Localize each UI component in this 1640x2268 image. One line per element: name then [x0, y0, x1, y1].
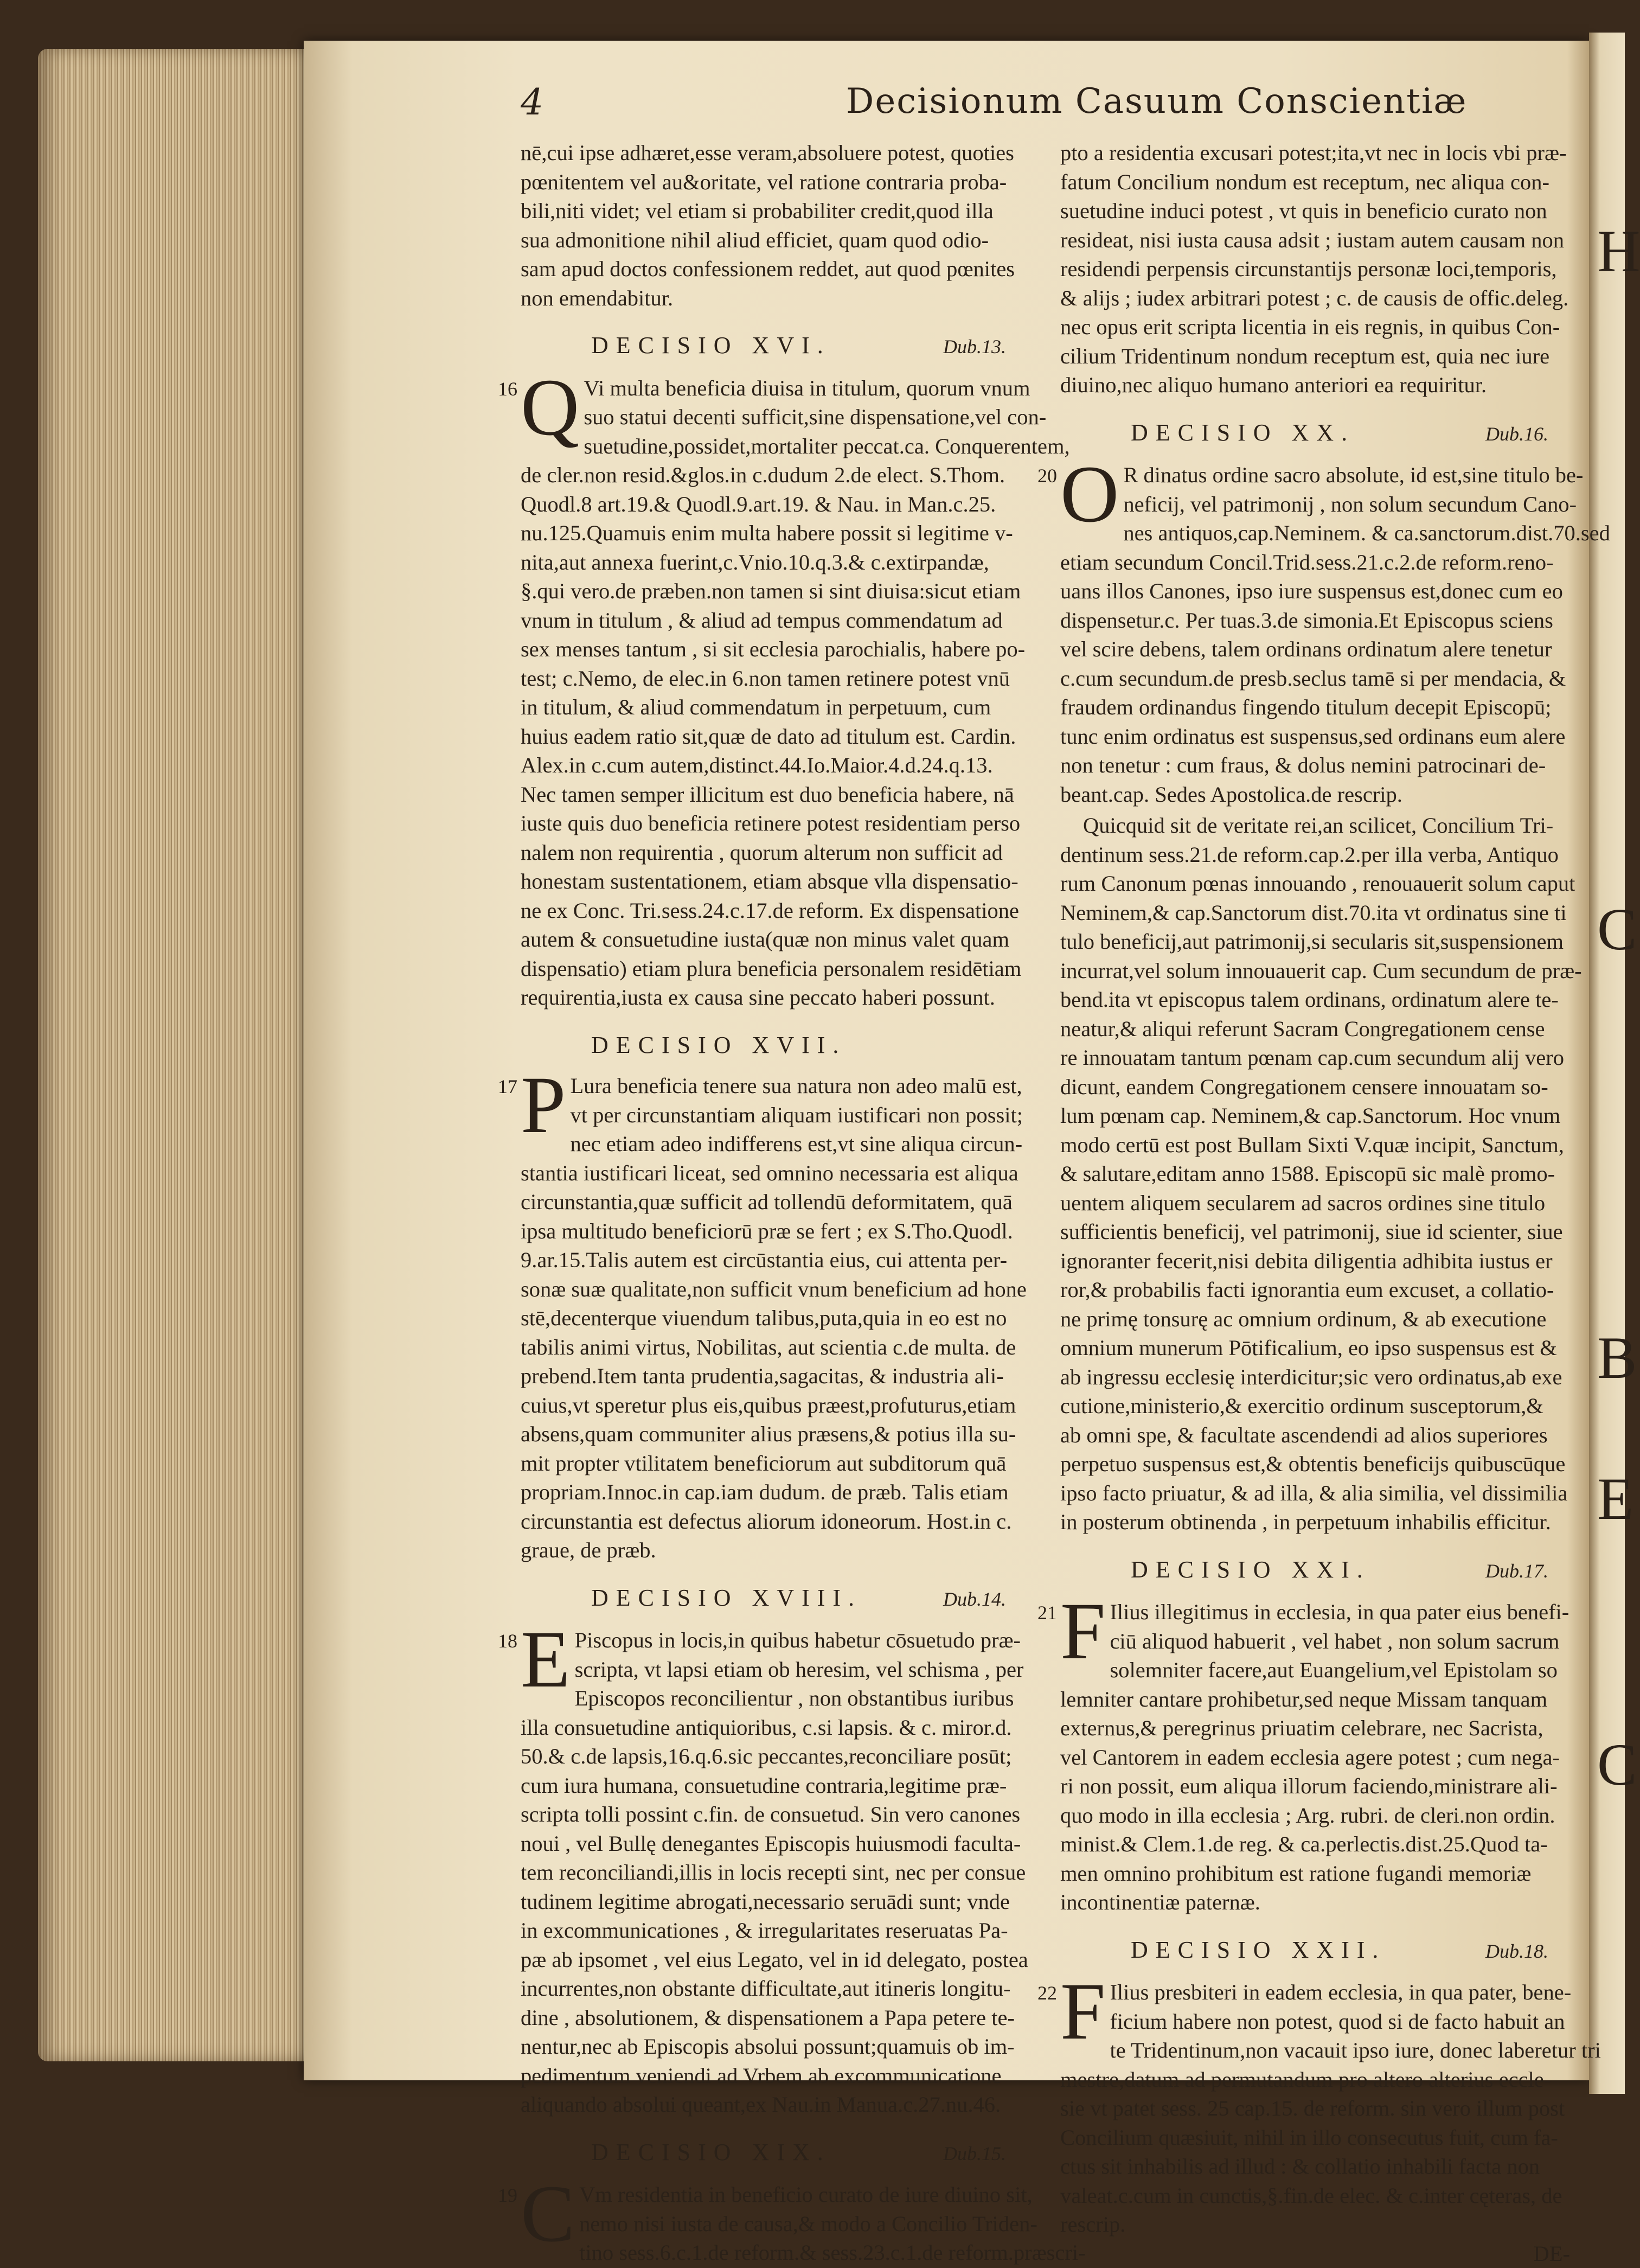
facing-page-initial: E [1597, 1465, 1633, 1534]
section-body [1060, 461, 1581, 809]
text-line: rum Canonum pœnas innouando , renouauerit solum caput [1060, 869, 1581, 898]
dubium-ref: Dub.13. [943, 333, 1039, 362]
text-line: Vi multa beneficia diuisa in titulum, quorum vnum [521, 374, 1039, 403]
section-body [521, 1626, 1039, 2119]
text-line: residendi perpensis circunstantijs personæ loci,temporis, [1060, 254, 1581, 284]
text-line: scripta tolli possint c.fin. de consuetud. Sin vero canones [521, 1800, 1039, 1829]
text-line: bili,niti videt; vel etiam si probabiliter credit,quod illa [521, 196, 1039, 226]
text-line: dispensatio) etiam plura beneficia personalem residētiam [521, 954, 1039, 983]
text-line: requirentia,iusta ex causa sine peccato haberi possunt. [521, 983, 1039, 1012]
dubium-ref: Dub.15. [943, 2139, 1039, 2169]
text-line: ab omni spe, & facultate ascendendi ad alios superiores [1060, 1421, 1581, 1450]
text-line: sam apud doctos confessionem reddet, aut quod pœnites [521, 254, 1039, 284]
text-line: ctus sit inhabilis ad illud : & collatio inhabili facta non [1060, 2152, 1581, 2181]
text-line: absens,quam communiter alius præsens,& potius illa su- [521, 1420, 1039, 1449]
section-heading [1060, 418, 1581, 449]
text-line: valeat.c.cum in cunctis,§.fin.de elec. & c.inter cęteras, de [1060, 2181, 1581, 2210]
text-line: Alex.in c.cum autem,distinct.44.Io.Maior.4.d.24.q.13. [521, 751, 1039, 780]
drop-initial: O [1060, 462, 1119, 527]
section-heading [521, 2138, 1039, 2169]
section-label: DECISIO XXI. [1060, 1555, 1370, 1585]
dubium-ref: Dub.14. [943, 1585, 1039, 1614]
text-line: nemo nisi iusta de causa,& modo a Concilio Triden- [521, 2209, 1039, 2239]
section-body [1060, 1978, 1581, 2239]
text-line: tino sess.6.c.1.de reform.& sess.23.c.1.de reform.præscri- [521, 2238, 1039, 2267]
text-line: circunstantia,quæ sufficit ad tollendū deformitatem, quā [521, 1187, 1039, 1217]
section-heading [521, 1583, 1039, 1614]
text-line: aliquando absolui queant,ex Nau.in Manua.c.27.nu.46. [521, 2090, 1039, 2119]
text-line: tunc enim ordinatus est suspensus,sed ordinans eum alere [1060, 722, 1581, 751]
text-line: ri non possit, eum aliqua illorum faciendo,ministrare ali- [1060, 1772, 1581, 1801]
text-line: non tenetur : cum fraus, & dolus nemini patrocinari de- [1060, 751, 1581, 780]
section-label: DECISIO XVI. [521, 331, 831, 360]
text-line: Vm residentia in beneficio curato de iure diuino sit, [521, 2180, 1039, 2209]
section-heading [1060, 1555, 1581, 1586]
text-line: uentem aliquem secularem ad sacros ordines sine titulo [1060, 1189, 1581, 1218]
text-line: test; c.Nemo, de elec.in 6.non tamen retinere potest vnū [521, 664, 1039, 693]
text-line: externus,& peregrinus priuatim celebrare, nec Sacrista, [1060, 1714, 1581, 1743]
text-line: Quodl.8 art.19.& Quodl.9.art.19. & Nau. in Man.c.25. [521, 490, 1039, 519]
text-line: vel scire debens, talem ordinans ordinatum alere tenetur [1060, 635, 1581, 664]
text-line: minist.& Clem.1.de reg. & ca.perlectis.dist.25.Quod ta- [1060, 1830, 1581, 1859]
text-line: honestam sustentationem, etiam absque vlla dispensatio- [521, 867, 1039, 896]
section-label: DECISIO XVII. [521, 1031, 846, 1060]
text-line: sex menses tantum , si sit ecclesia parochialis, habere po- [521, 635, 1039, 664]
text-line: etiam secundum Concil.Trid.sess.21.c.2.de reform.reno- [1060, 548, 1581, 577]
text-line: Nec tamen semper illicitum est duo beneficia habere, nā [521, 780, 1039, 809]
text-line: 9.ar.15.Talis autem est circūstantia eius, cui attenta per- [521, 1245, 1039, 1275]
section-number: 22 [1037, 1979, 1057, 2008]
text-line: bend.ita vt episcopus talem ordinans, ordinatum alere te- [1060, 985, 1581, 1014]
text-line: neficij, vel patrimonij , non solum secundum Cano- [1060, 490, 1581, 519]
text-line: R dinatus ordine sacro absolute, id est,sine titulo be- [1060, 461, 1581, 490]
text-line: autem & consuetudine iusta(quæ non minus valet quam [521, 925, 1039, 954]
text-line: tulo beneficij,aut patrimonij,si secularis sit,suspensionem [1060, 927, 1581, 956]
drop-initial: Q [521, 375, 579, 440]
text-line: Quicquid sit de veritate rei,an scilicet, Concilium Tri- [1060, 811, 1581, 840]
text-line: de cler.non resid.&glos.in c.dudum 2.de elect. S.Thom. [521, 461, 1039, 490]
text-line: pto a residentia excusari potest;ita,vt nec in locis vbi præ- [1060, 138, 1581, 168]
text-line: neatur,& aliqui referunt Sacram Congregationem cense [1060, 1014, 1581, 1044]
text-line: nē,cui ipse adhæret,esse veram,absoluere potest, quoties [521, 138, 1039, 168]
text-line: nita,aut annexa fuerint,c.Vnio.10.q.3.& c.extirpandæ, [521, 548, 1039, 577]
section-number: 17 [498, 1072, 517, 1102]
text-line: vel Cantorem in eadem ecclesia agere potest ; cum nega- [1060, 1743, 1581, 1772]
text-line: dispensetur.c. Per tuas.3.de simonia.Et Episcopus sciens [1060, 606, 1581, 635]
text-line: ror,& probabilis facti ignorantia eum excuset, a collatio- [1060, 1275, 1581, 1305]
section-body [521, 2180, 1039, 2267]
left-sections [521, 331, 1039, 2267]
text-line: incurrentes,non obstante difficultate,aut itineris longitu- [521, 1974, 1039, 2003]
facing-page-initial: C [1597, 1730, 1637, 1799]
text-line: incontinentiæ paternæ. [1060, 1888, 1581, 1917]
section-heading [1060, 1935, 1581, 1966]
text-line: in posterum obtinenda , in perpetuum inhabilis efficitur. [1060, 1507, 1581, 1537]
dubium-ref: Dub.16. [1485, 420, 1581, 449]
text-line: Ilius presbiteri in eadem ecclesia, in qua pater, bene- [1060, 1978, 1581, 2007]
drop-initial: C [521, 2181, 575, 2246]
drop-initial: F [1060, 1979, 1105, 2044]
text-line: tem reconciliandi,illis in locis recepti sint, nec per consue [521, 1858, 1039, 1887]
text-line: c.cum secundum.de presb.seclus tamē si per mendacia, & [1060, 664, 1581, 693]
catchword: DE- [1060, 2239, 1581, 2268]
right-intro [1060, 138, 1581, 400]
text-line: sua admonitione nihil aliud efficiet, quam quod odio- [521, 226, 1039, 255]
text-line: mit propter vtilitatem beneficiorum aut subditorum quā [521, 1449, 1039, 1478]
text-line: suetudine,possidet,mortaliter peccat.ca. Conquerentem, [521, 432, 1039, 461]
text-line: huius eadem ratio sit,quæ de dato ad titulum est. Cardin. [521, 722, 1039, 751]
text-line: Concilium quæsiuit, nihil in illo consecutus fuit, cum fa- [1060, 2123, 1581, 2152]
text-line: fatum Concilium nondum est receptum, nec aliqua con- [1060, 168, 1581, 197]
text-line: cilium Tridentinum nondum receptum est, quia nec iure [1060, 342, 1581, 371]
text-line: dentinum sess.21.de reform.cap.2.per illa verba, Antiquo [1060, 840, 1581, 870]
text-line: dine , absolutionem, & dispensationem a Papa petere te- [521, 2003, 1039, 2033]
text-line: in titulum, & aliud commendatum in perpetuum, cum [521, 693, 1039, 722]
text-line: iuste quis duo beneficia retinere potest residentiam perso [521, 809, 1039, 838]
text-line: pæ ab ipsomet , vel eius Legato, vel in id delegato, postea [521, 1945, 1039, 1975]
section-label: DECISIO XIX. [521, 2138, 831, 2167]
text-line: circunstantia est defectus aliorum idoneorum. Host.in c. [521, 1507, 1039, 1536]
text-line: Neminem,& cap.Sanctorum dist.70.ita vt ordinatus sine ti [1060, 898, 1581, 928]
text-line: in excommunicationes , & irregularitates reseruatas Pa- [521, 1916, 1039, 1945]
text-line: suo statui decenti sufficit,sine dispensatione,vel con- [521, 403, 1039, 432]
text-line: nalem non requirentia , quorum alterum non sufficit ad [521, 838, 1039, 867]
text-line: beant.cap. Sedes Apostolica.de rescrip. [1060, 780, 1581, 809]
text-line: 50.& c.de lapsis,16.q.6.sic peccantes,reconciliare posūt; [521, 1742, 1039, 1771]
text-line: sonæ suæ qualitate,non sufficit vnum beneficium ad hone [521, 1275, 1039, 1304]
text-line: nes antiquos,cap.Neminem. & ca.sanctorum.dist.70.sed [1060, 519, 1581, 548]
section-body [521, 1071, 1039, 1565]
text-line: perpetuo suspensus est,& obtentis beneficijs quibuscūque [1060, 1449, 1581, 1479]
text-line: quo modo in illa ecclesia ; Arg. rubri. de cleri.non ordin. [1060, 1801, 1581, 1830]
text-line: ficium habere non potest, quod si de facto habuit an [1060, 2007, 1581, 2036]
text-line: ne ex Conc. Tri.sess.24.c.17.de reform. Ex dispensatione [521, 896, 1039, 925]
text-line: tabilis animi virtus, Nobilitas, aut scientia c.de multa. de [521, 1333, 1039, 1362]
text-line: stantia iustificari liceat, sed omnino necessaria est aliqua [521, 1159, 1039, 1188]
left-column [521, 138, 1039, 2267]
text-line: propriam.Innoc.in cap.iam dudum. de præb. Talis etiam [521, 1478, 1039, 1507]
section-heading [521, 331, 1039, 362]
facing-page-initial: C [1597, 895, 1637, 964]
text-line: scripta, vt lapsi etiam ob heresim, vel schisma , per [521, 1655, 1039, 1684]
section-label: DECISIO XXII. [1060, 1935, 1386, 1965]
text-line: ab ingressu ecclesię interdicitur;sic vero ordinatus,ab exe [1060, 1363, 1581, 1392]
text-line: noui , vel Bullę denegantes Episcopis huiusmodi faculta- [521, 1829, 1039, 1858]
text-line: pedimentum veniendi ad Vrbem ab excommunicatione [521, 2061, 1039, 2091]
text-line: ciū aliquod habuerit , vel habet , non solum sacrum [1060, 1627, 1581, 1656]
text-line: Episcopos reconcilientur , non obstantibus iuribus [521, 1684, 1039, 1713]
text-line: Ilius illegitimus in ecclesia, in qua pater eius benefi- [1060, 1598, 1581, 1627]
text-line: omnium munerum Pōtificalium, eo ipso suspensus est & [1060, 1333, 1581, 1363]
right-sections [1060, 418, 1581, 2239]
dubium-ref: Dub.18. [1485, 1937, 1581, 1966]
text-line: vnum in titulum , & aliud ad tempus commendatum ad [521, 606, 1039, 635]
section-body [521, 374, 1039, 1012]
text-line: Piscopus in locis,in quibus habetur cōsuetudo præ- [521, 1626, 1039, 1655]
text-line: nentur,nec ab Episcopis absolui possunt;quamuis ob im- [521, 2032, 1039, 2061]
running-title: Decisionum Casuum Conscientiæ [846, 81, 1468, 122]
text-line: sufficientis beneficij, vel patrimonij, siue id scienter, siue [1060, 1217, 1581, 1247]
text-line: lemniter cantare prohibetur,sed neque Missam tanquam [1060, 1685, 1581, 1714]
text-line: ipso facto priuatur, & ad illa, & alia similia, vel dissimilia [1060, 1479, 1581, 1508]
section-number: 20 [1037, 462, 1057, 491]
text-line: lum pœnam cap. Neminem,& cap.Sanctorum. Hoc vnum [1060, 1101, 1581, 1130]
text-line: non emendabitur. [521, 284, 1039, 313]
right-column [1060, 138, 1581, 2268]
left-intro [521, 138, 1039, 312]
text-line: modo certū est post Bullam Sixti V.quæ incipit, Sanctum, [1060, 1130, 1581, 1160]
section-body [1060, 1598, 1581, 1917]
section-number: 21 [1037, 1599, 1057, 1628]
text-line: resideat, nisi iusta causa adsit ; iustam autem causam non [1060, 226, 1581, 255]
text-line: diuino,nec aliquo humano anteriori ea requiritur. [1060, 370, 1581, 400]
text-line: ignoranter fecerit,nisi debita diligentia adhibita iustus er [1060, 1247, 1581, 1276]
text-line: ipsa multitudo beneficiorū præ se fert ; ex S.Tho.Quodl. [521, 1217, 1039, 1246]
page-number: 4 [521, 81, 543, 123]
text-line: cutione,ministerio,& exercitio ordinum susceptorum,& [1060, 1391, 1581, 1421]
section-number: 18 [498, 1627, 517, 1656]
text-line: tudinem legitime abrogati,necessario seruādi sunt; vnde [521, 1887, 1039, 1916]
text-line: rescrip. [1060, 2210, 1581, 2239]
text-line: incurrat,vel solum innouauerit cap. Cum secundum de præ- [1060, 956, 1581, 986]
drop-initial: P [521, 1072, 566, 1138]
text-line: illa consuetudine antiquioribus, c.si lapsis. & c. miror.d. [521, 1713, 1039, 1742]
facing-page-initial: B [1597, 1324, 1637, 1392]
page-block-edge [38, 49, 309, 2061]
drop-initial: F [1060, 1599, 1105, 1664]
text-line: nu.125.Quamuis enim multa habere possit si legitime v- [521, 519, 1039, 548]
text-line: dicunt, eandem Congregationem censere innouatam so- [1060, 1072, 1581, 1102]
section-paragraph [1060, 811, 1581, 1537]
text-line: vt per circunstantiam aliquam iustificari non possit; [521, 1101, 1039, 1130]
text-line: sie vt patet sess. 25 cap.15. de reform. sin vero illum post [1060, 2094, 1581, 2123]
text-line: prebend.Item tanta prudentia,sagacitas, & industria ali- [521, 1362, 1039, 1391]
text-line: §.qui vero.de præben.non tamen si sint diuisa:sicut etiam [521, 577, 1039, 606]
text-line: & salutare,editam anno 1588. Episcopū sic malè promo- [1060, 1159, 1581, 1189]
text-line: & alijs ; iudex arbitrari potest ; c. de causis de offic.deleg. [1060, 284, 1581, 313]
text-line: solemniter facere,aut Euangelium,vel Epistolam so [1060, 1656, 1581, 1685]
text-line: ne primę tonsurę ac omnium ordinum, & ab executione [1060, 1305, 1581, 1334]
text-line: stē,decenterque viuendum talibus,puta,quia in eo est no [521, 1304, 1039, 1333]
text-line: nec etiam adeo indifferens est,vt sine aliqua circun- [521, 1129, 1039, 1159]
drop-initial: E [521, 1627, 571, 1692]
text-line: fraudem ordinandus fingendo titulum decepit Episcopū; [1060, 693, 1581, 722]
text-line: men omnino prohibitum est ratione fugandi memoriæ [1060, 1859, 1581, 1888]
text-line: re innouatam tantum pœnam cap.cum secundum alij vero [1060, 1043, 1581, 1072]
text-line: mestre,datum ad permutandum pro altero alterius eccle- [1060, 2065, 1581, 2094]
section-heading [521, 1031, 1039, 1060]
text-line: cuius,vt speretur plus eis,quibus præest,profuturus,etiam [521, 1391, 1039, 1420]
section-number: 16 [498, 375, 517, 404]
section-label: DECISIO XVIII. [521, 1583, 862, 1613]
text-line: nec opus erit scripta licentia in eis regnis, in quibus Con- [1060, 312, 1581, 342]
text-line: te Tridentinum,non vacauit ipso iure, donec laberetur tri [1060, 2036, 1581, 2065]
facing-page-initial: H [1597, 217, 1640, 286]
section-label: DECISIO XX. [1060, 418, 1355, 448]
section-number: 19 [498, 2181, 517, 2210]
text-line: graue, de præb. [521, 1536, 1039, 1565]
text-line: Lura beneficia tenere sua natura non adeo malū est, [521, 1071, 1039, 1101]
text-line: pœnitentem vel au&oritate, vel ratione contraria proba- [521, 168, 1039, 197]
text-line: suetudine induci potest , vt quis in beneficio curato non [1060, 196, 1581, 226]
text-line: cum iura humana, consuetudine contraria,legitime præ- [521, 1771, 1039, 1800]
text-line: uans illos Canones, ipso iure suspensus est,donec cum eo [1060, 577, 1581, 606]
dubium-ref: Dub.17. [1485, 1557, 1581, 1586]
